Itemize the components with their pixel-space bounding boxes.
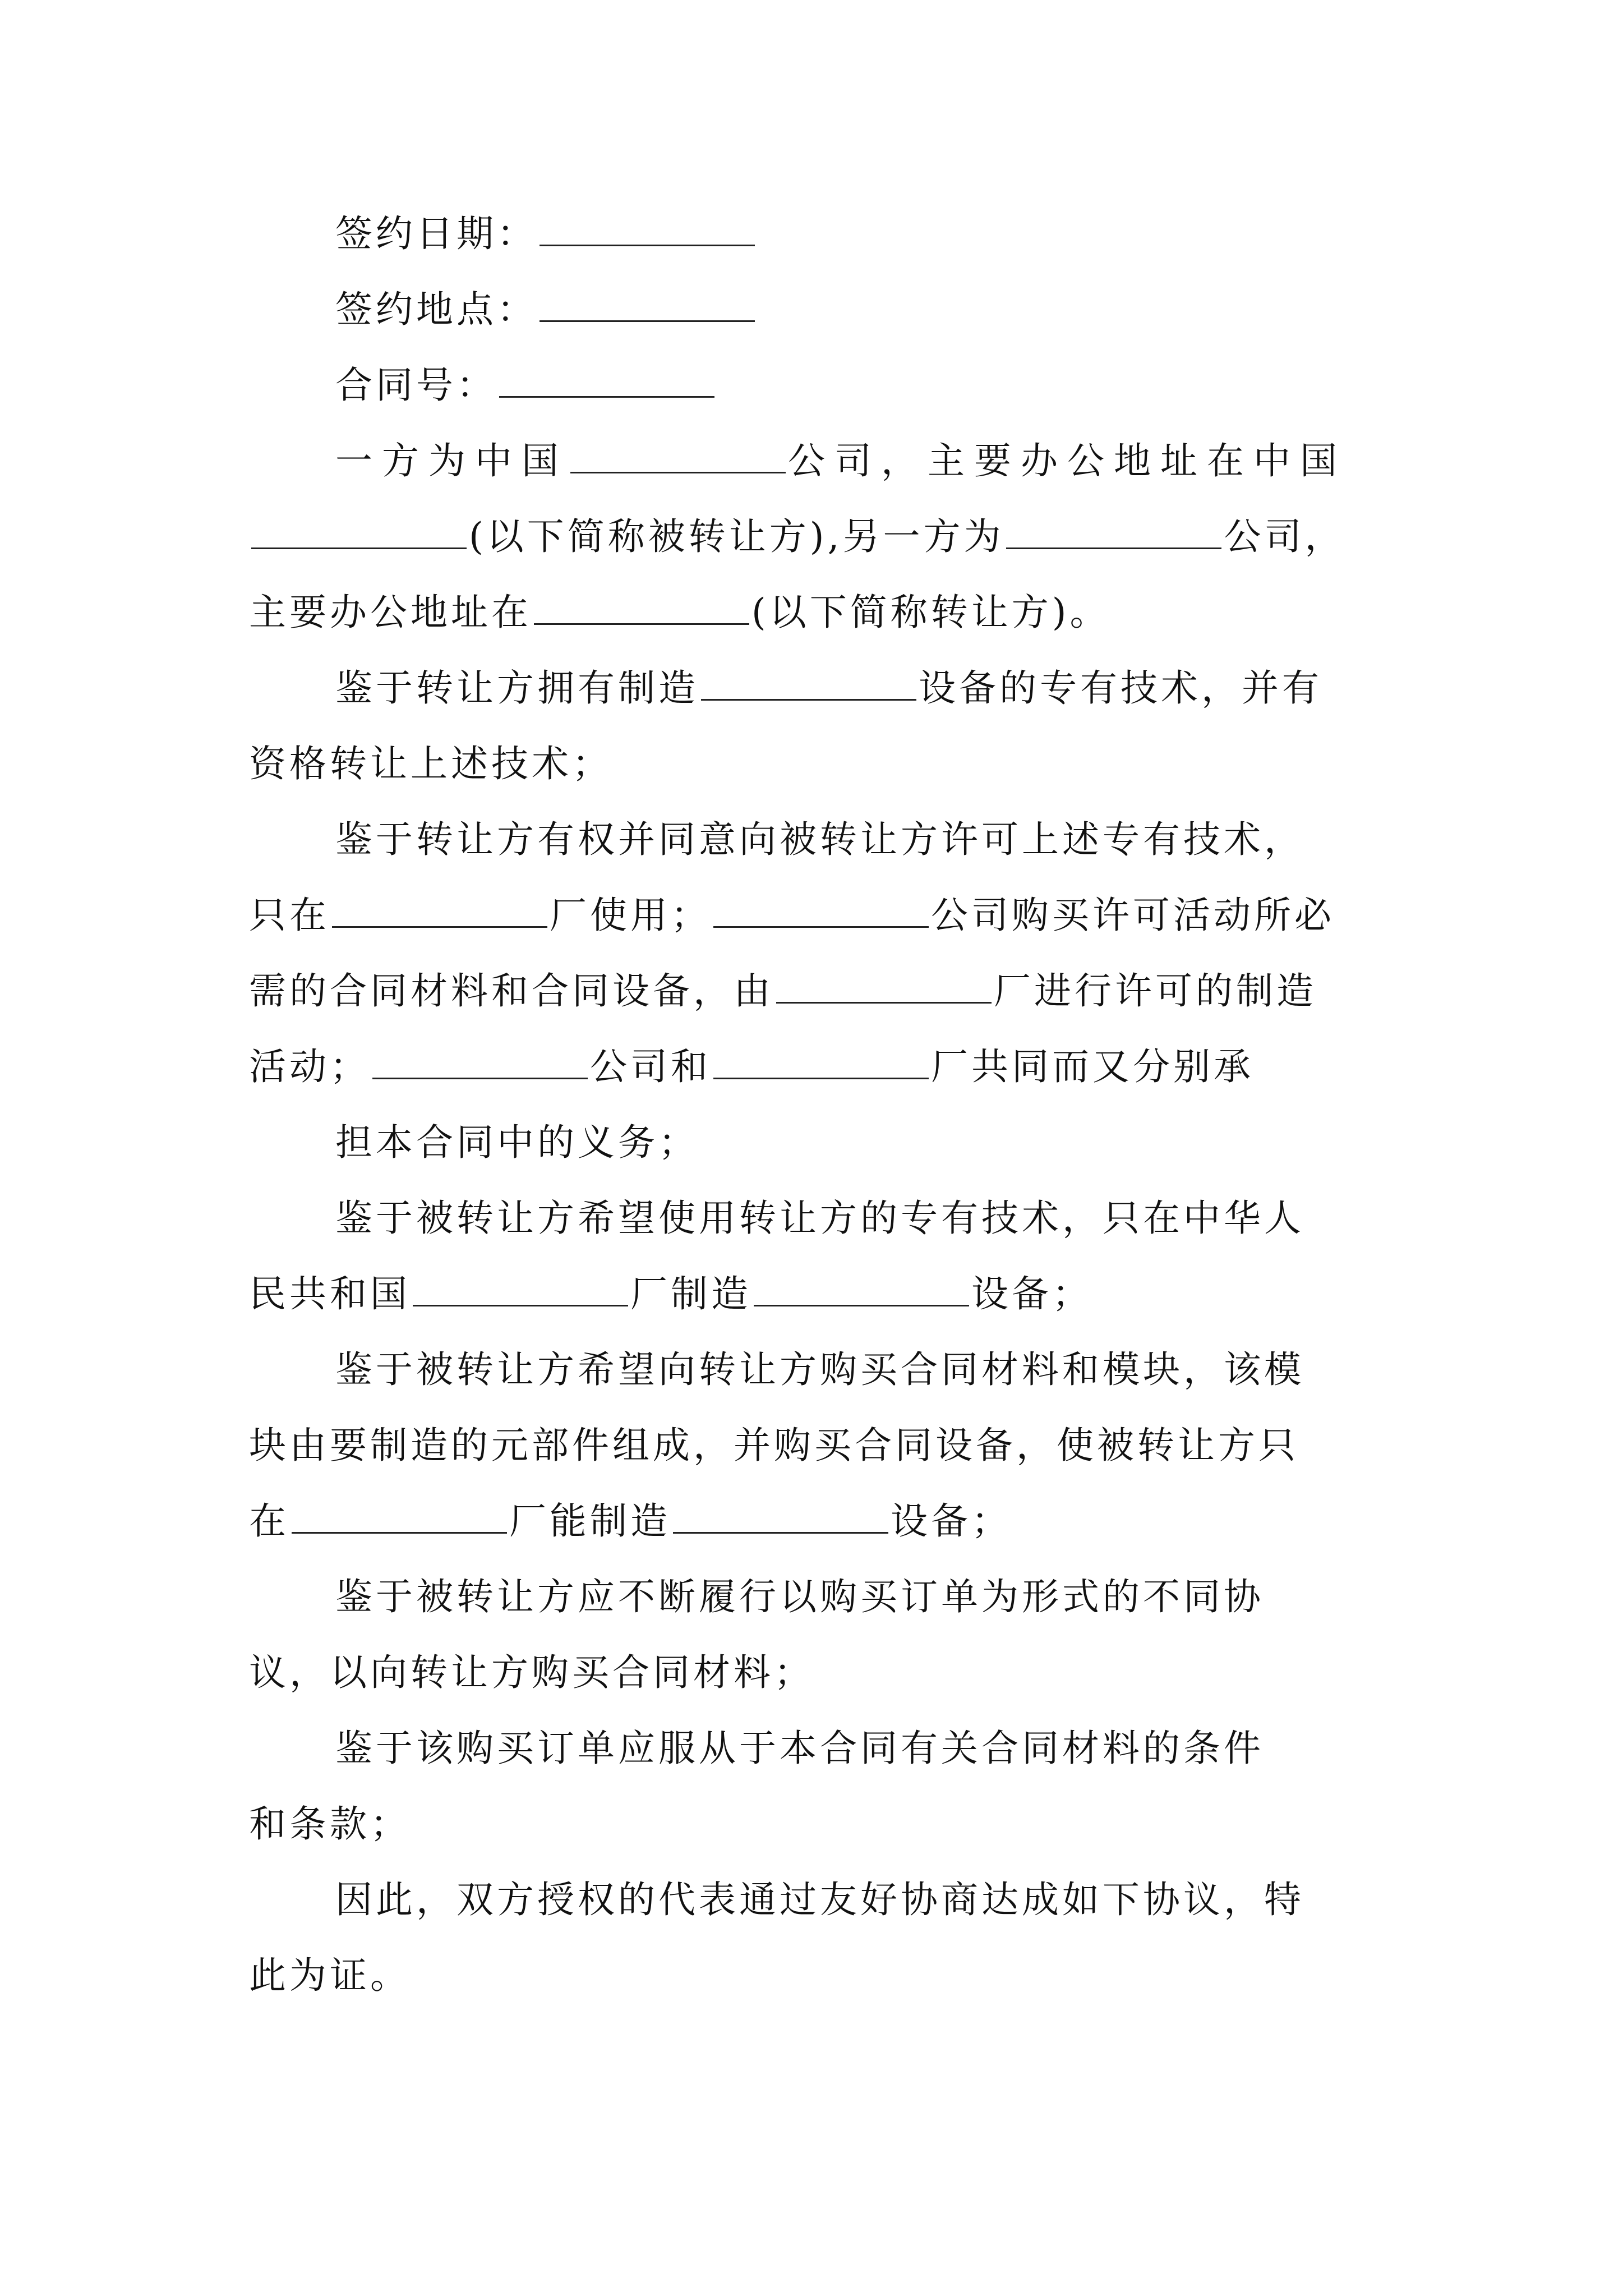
text: 厂共同而又分别承 bbox=[931, 1045, 1254, 1088]
text: 厂能制造 bbox=[509, 1499, 671, 1543]
text: 公司和 bbox=[590, 1045, 711, 1088]
text: 厂使用； bbox=[550, 894, 711, 937]
text: 主要办公地址在 bbox=[249, 591, 532, 634]
blank bbox=[413, 1273, 628, 1306]
paragraph-3-line-2 bbox=[249, 890, 1335, 941]
signing-place-line bbox=[335, 284, 757, 335]
text: 只在 bbox=[249, 894, 330, 937]
blank bbox=[713, 1046, 929, 1079]
paragraph-1-line-3 bbox=[249, 587, 1110, 638]
blank bbox=[754, 1273, 969, 1306]
text: 设备的专有技术，并有 bbox=[919, 666, 1322, 710]
contract-number-line bbox=[335, 360, 717, 411]
signing-place-label: 签约地点： bbox=[335, 288, 537, 331]
blank bbox=[292, 1501, 507, 1534]
text: 鉴于转让方有权并同意向被转让方许可上述专有技术， bbox=[335, 818, 1304, 861]
blank bbox=[251, 516, 467, 549]
text: 资格转让上述技术； bbox=[249, 742, 612, 785]
paragraph-2-line-1 bbox=[335, 663, 1322, 714]
text: 担本合同中的义务； bbox=[335, 1121, 699, 1164]
paragraph-1-line-1 bbox=[335, 436, 1347, 486]
contract-number-label: 合同号： bbox=[335, 364, 497, 407]
paragraph-5-line-2 bbox=[249, 1420, 1299, 1471]
signing-date-label: 签约日期： bbox=[335, 212, 537, 255]
blank bbox=[534, 592, 749, 625]
paragraph-5-line-3 bbox=[249, 1496, 1012, 1547]
text: 鉴于转让方拥有制造 bbox=[335, 666, 699, 710]
paragraph-3-line-5 bbox=[335, 1117, 699, 1168]
paragraph-3-line-4 bbox=[249, 1042, 1254, 1092]
paragraph-3-line-1 bbox=[335, 815, 1304, 865]
paragraph-7-line-1 bbox=[335, 1723, 1264, 1774]
text: 鉴于被转让方希望使用转让方的专有技术，只在中华人 bbox=[335, 1197, 1304, 1240]
text: 公司，主要办公地址在中国 bbox=[788, 439, 1347, 482]
text: (以下简称转让方)。 bbox=[751, 591, 1110, 634]
text: 厂进行许可的制造 bbox=[994, 969, 1317, 1013]
paragraph-6-line-2 bbox=[249, 1648, 814, 1698]
paragraph-6-line-1 bbox=[335, 1572, 1264, 1622]
paragraph-2-line-2 bbox=[249, 739, 612, 789]
text: 一方为中国 bbox=[335, 439, 568, 482]
paragraph-8-line-1 bbox=[335, 1875, 1304, 1925]
blank bbox=[713, 895, 929, 928]
blank bbox=[673, 1501, 888, 1534]
text: 此为证。 bbox=[249, 1954, 411, 1997]
text: 议，以向转让方购买合同材料； bbox=[249, 1651, 814, 1694]
text: 民共和国 bbox=[249, 1272, 411, 1315]
text: 厂制造 bbox=[630, 1272, 751, 1315]
paragraph-4-line-2 bbox=[249, 1269, 1092, 1319]
text: 公司购买许可活动所必 bbox=[931, 894, 1335, 937]
paragraph-8-line-2 bbox=[249, 1950, 411, 2001]
paragraph-7-line-2 bbox=[249, 1799, 411, 1849]
paragraph-4-line-1 bbox=[335, 1193, 1304, 1244]
blank bbox=[776, 970, 992, 1004]
text: 公司， bbox=[1224, 515, 1345, 558]
text: 鉴于被转让方应不断履行以购买订单为形式的不同协 bbox=[335, 1575, 1264, 1618]
paragraph-1-line-2 bbox=[249, 512, 1345, 562]
contract-number-blank bbox=[499, 365, 714, 398]
signing-date-blank bbox=[540, 213, 755, 246]
text: 和条款； bbox=[249, 1802, 411, 1846]
text: 活动； bbox=[249, 1045, 370, 1088]
text: 块由要制造的元部件组成，并购买合同设备，使被转让方只 bbox=[249, 1424, 1299, 1467]
paragraph-5-line-1 bbox=[335, 1345, 1304, 1395]
text: 需的合同材料和合同设备，由 bbox=[249, 969, 774, 1013]
blank bbox=[1006, 516, 1221, 549]
text: 在 bbox=[249, 1499, 289, 1543]
text: 鉴于该购买订单应服从于本合同有关合同材料的条件 bbox=[335, 1727, 1264, 1770]
signing-place-blank bbox=[540, 289, 755, 322]
text: 因此，双方授权的代表通过友好协商达成如下协议，特 bbox=[335, 1878, 1304, 1921]
signing-date-line bbox=[335, 209, 757, 259]
text: (以下简称被转让方),另一方为 bbox=[469, 515, 1004, 558]
blank bbox=[570, 440, 786, 473]
blank bbox=[701, 668, 916, 701]
blank bbox=[332, 895, 547, 928]
text: 鉴于被转让方希望向转让方购买合同材料和模块，该模 bbox=[335, 1348, 1304, 1391]
text: 设备； bbox=[971, 1272, 1092, 1315]
blank bbox=[372, 1046, 588, 1079]
text: 设备； bbox=[891, 1499, 1012, 1543]
paragraph-3-line-3 bbox=[249, 966, 1317, 1016]
